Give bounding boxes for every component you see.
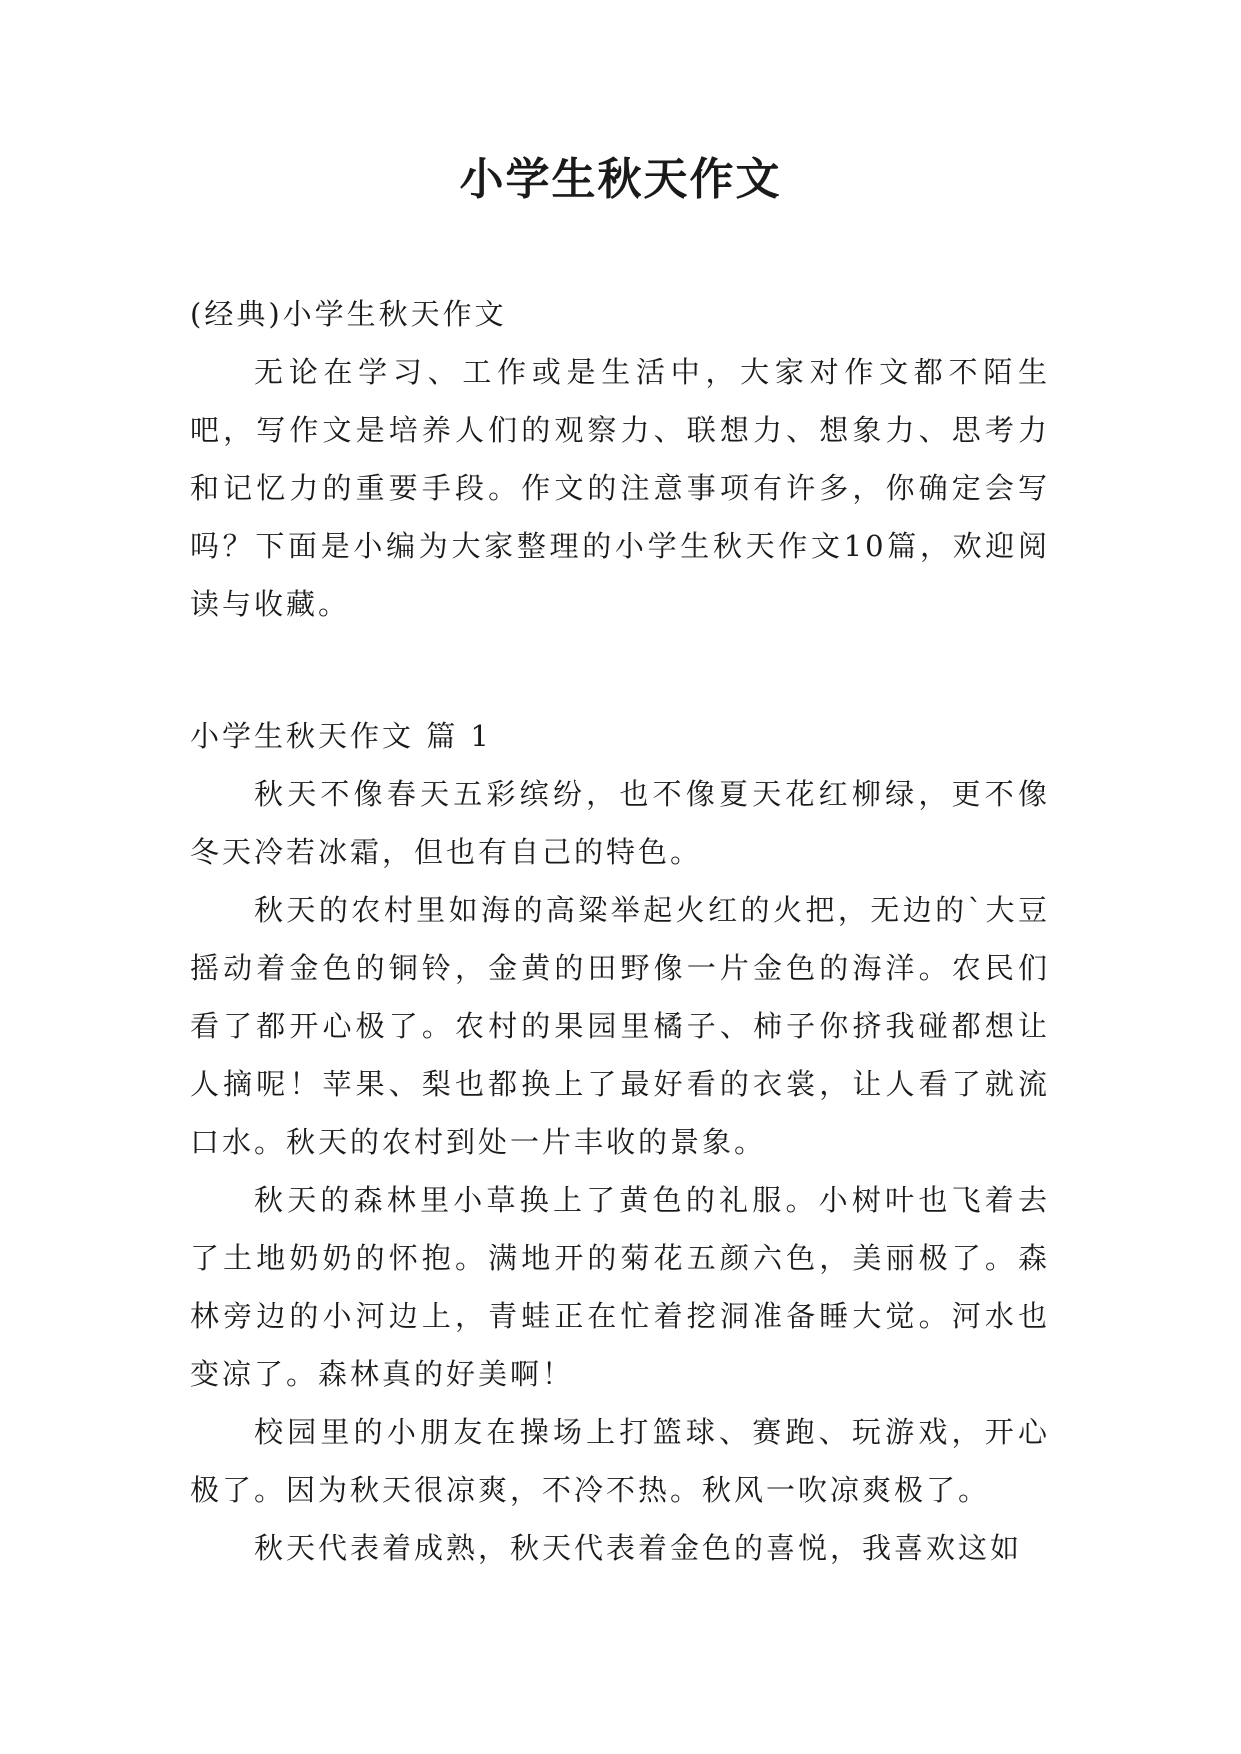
section-heading: 小学生秋天作文 篇 1: [190, 719, 492, 753]
document-title: 小学生秋天作文: [459, 154, 782, 205]
intro-paragraph: 无论在学习、工作或是生活中，大家对作文都不陌生吧，写作文是培养人们的观察力、联想力、想象力、思考力和记忆力的重要手段。作文的注意事项有许多，你确定会写吗？下面是小编为大家整理的小学生秋天作文10篇，欢迎阅读与收藏。: [190, 355, 1050, 621]
document-body: [190, 285, 1050, 1577]
section-spacer: [190, 633, 1050, 707]
body-paragraph: 秋天代表着成熟，秋天代表着金色的喜悦，我喜欢这如: [254, 1531, 1023, 1565]
body-paragraph: 秋天的农村里如海的高粱举起火红的火把，无边的`大豆摇动着金色的铜铃，金黄的田野像一片金色的海洋。农民们看了都开心极了。农村的果园里橘子、柿子你挤我碰都想让人摘呢！苹果、梨也都换上了最好看的衣裳，让人看了就流口水。秋天的农村到处一片丰收的景象。: [190, 893, 1050, 1159]
body-paragraph: 校园里的小朋友在操场上打篮球、赛跑、玩游戏，开心极了。因为秋天很凉爽，不冷不热。秋风一吹凉爽极了。: [190, 1415, 1050, 1507]
body-paragraph: 秋天的森林里小草换上了黄色的礼服。小树叶也飞着去了土地奶奶的怀抱。满地开的菊花五颜六色，美丽极了。森林旁边的小河边上，青蛙正在忙着挖洞准备睡大觉。河水也变凉了。森林真的好美啊！: [190, 1183, 1050, 1391]
subtitle: (经典)小学生秋天作文: [190, 297, 507, 331]
body-paragraph: 秋天不像春天五彩缤纷，也不像夏天花红柳绿，更不像冬天冷若冰霜，但也有自己的特色。: [190, 777, 1050, 869]
